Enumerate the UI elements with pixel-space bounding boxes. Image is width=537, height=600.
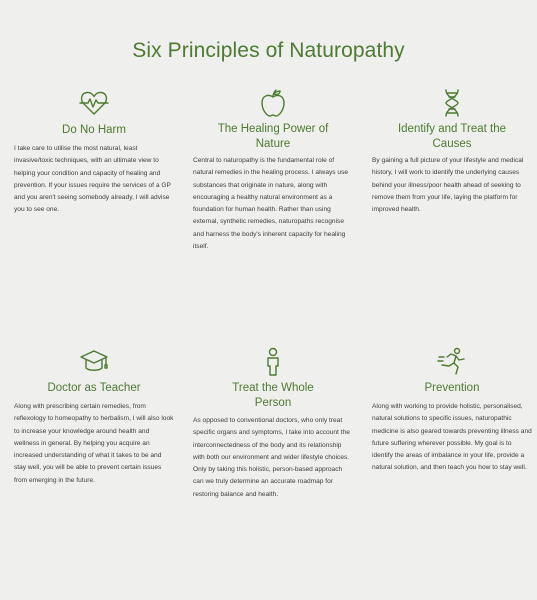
principle-title: Prevention (424, 382, 480, 394)
principle-description: Central to naturopathy is the fundamental role of natural remedies in the healing process. I always use substances that originate in nature, along with encouraging a healthy natural environment as a foundation for human health. Rather than using external, synthetic remedies, naturopaths recognise and harness the body's inherent capacity for healing itself. (193, 157, 349, 251)
running-person-icon (437, 347, 467, 377)
dna-icon (437, 88, 467, 118)
principle-title: Do No Harm (62, 124, 126, 136)
page-title: Six Principles of Naturopathy (132, 39, 405, 62)
person-icon (258, 347, 288, 377)
graduation-cap-icon (79, 347, 109, 377)
principle-title: Doctor as Teacher (47, 382, 141, 394)
apple-icon (258, 88, 288, 118)
principle-title: Treat the Whole Person (232, 382, 314, 409)
principle-description: By gaining a full picture of your lifestyle and medical history, I will work to identify the underlying causes behind your illness/poor health ahead of seeking to remove them from your life, laying the platform for improved health. (372, 157, 524, 214)
principle-description: I take care to utilise the most natural, least invasive/toxic techniques, with an ultimate view to helping your condition and capacity of healing and prevention. If your issues require the services of a GP and you aren't seeing somebody already, I will advise you to see one. (14, 145, 171, 214)
principle-title: Identify and Treat the Causes (397, 123, 507, 150)
principle-description: Along with working to provide holistic, personalised, natural solutions to specific issues, naturopathic medicine is also geared towards preventing illness and future suffering wherever possible. My goal is to identify the areas of imbalance in your life, provide a natural solution, and then teach you how to stay well. (372, 403, 532, 472)
heart-rate-icon (79, 88, 109, 118)
principle-description: Along with prescribing certain remedies, from reflexology to homeopathy to herbalism, I will also look to increase your knowledge around health and wellness in general. By helping you acquire an increased understanding of what it takes to be and stay well, you will be able to prevent certain issues from emerging in the future. (14, 403, 174, 484)
principle-title: The Healing Power of Nature (217, 123, 329, 150)
principle-description: As opposed to conventional doctors, who only treat specific organs and symptoms, I take into account the interconnectedness of the body and its relationship with both our environment and wider lifestyle choices. Only by taking this holistic, person-based approach can we truly determine an accurate roadmap for restoring balance and health. (193, 417, 350, 498)
